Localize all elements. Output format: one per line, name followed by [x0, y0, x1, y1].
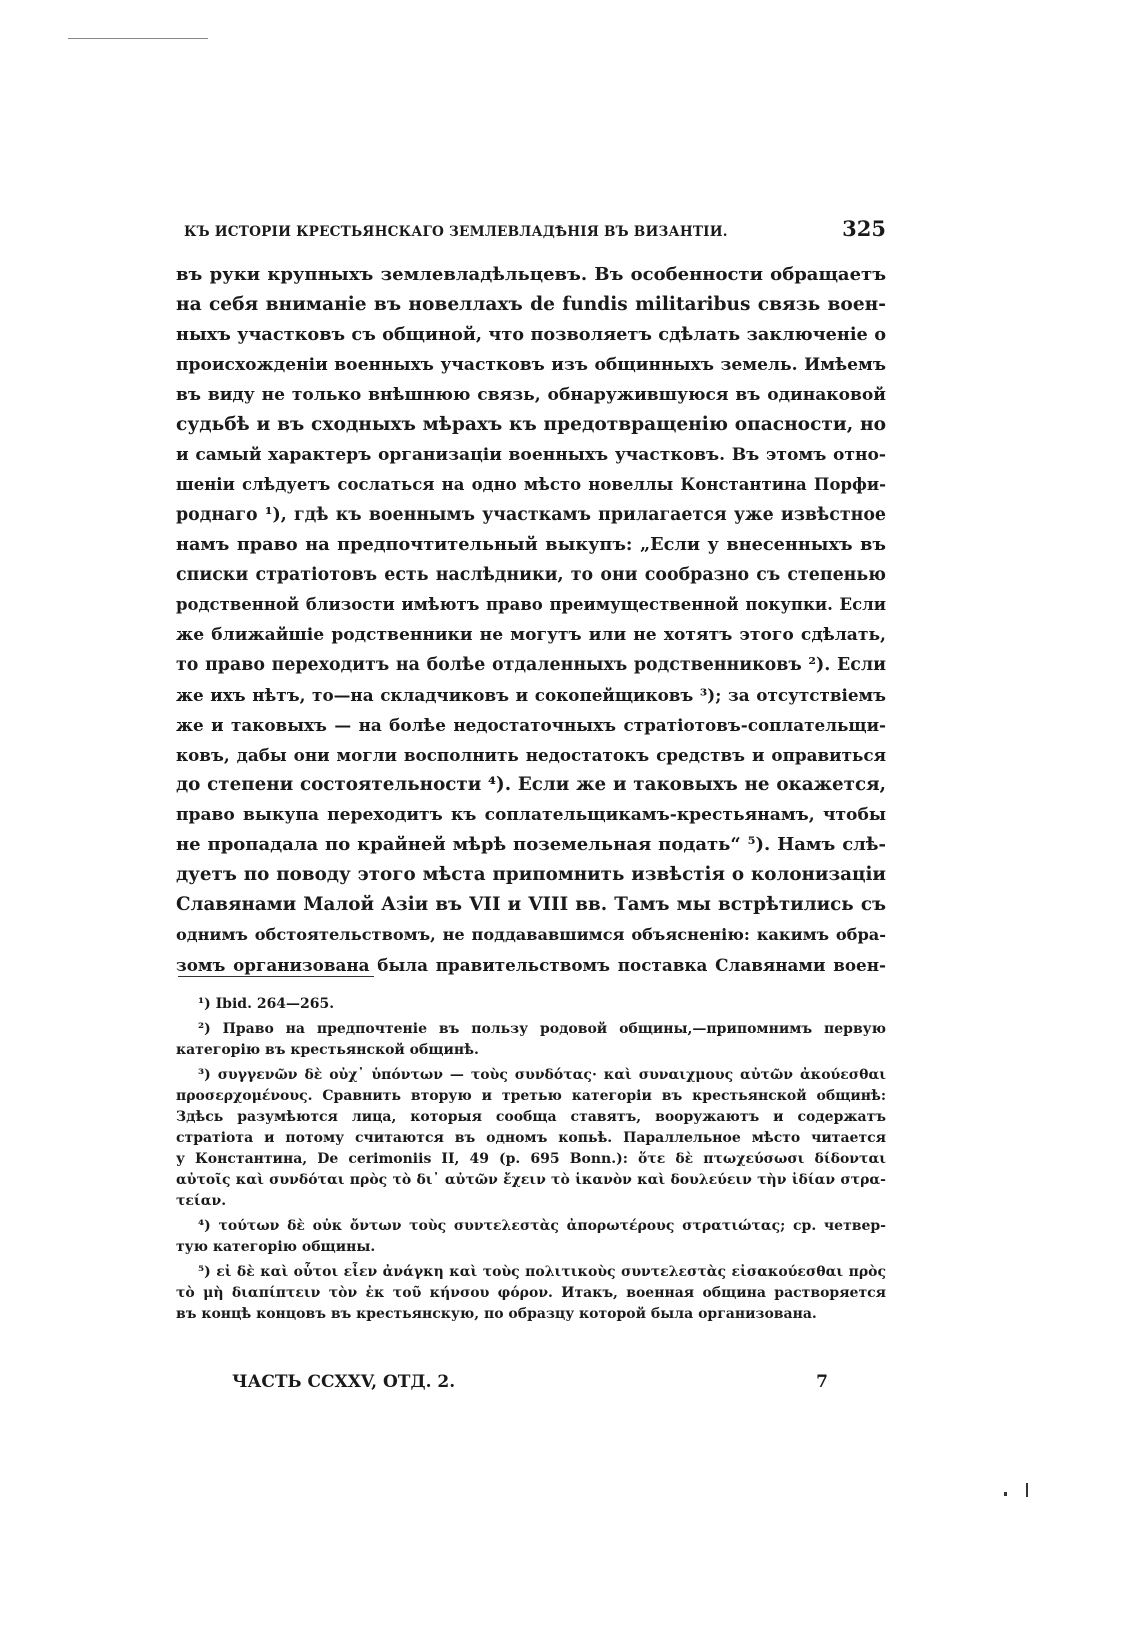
footnote-line: ²) Право на предпочтеніе въ пользу родовой общины,—припомнимъ первую	[198, 1021, 886, 1037]
body-line: однимъ обстоятельствомъ, не поддававшимся объясненію: какимъ обра-	[176, 925, 886, 944]
body-line: на себя вниманіе въ новеллахъ de fundis militaribus связь воен-	[176, 294, 886, 315]
body-line: не пропадала по крайней мѣрѣ поземельная подать“ ⁵). Намъ слѣ-	[176, 834, 886, 855]
body-line: въ виду не только внѣшнюю связь, обнаружившуюся въ одинаковой	[176, 385, 886, 405]
footnote-2	[176, 1019, 886, 1061]
footnote-1	[176, 994, 886, 1015]
body-line: судьбѣ и въ сходныхъ мѣрахъ къ предотвращенію опасности, но	[176, 414, 886, 435]
footnote-4	[176, 1216, 886, 1258]
footnote-line: тую категорію общины.	[176, 1239, 376, 1255]
body-line: же ближайшіе родственники не могутъ или не хотятъ этого сдѣлать,	[176, 625, 886, 645]
footnote-line: τὸ μὴ διαπίπτειν τὸν ἐκ τοῦ κήνσου φόρον. Итакъ, военная община растворяется	[176, 1285, 886, 1301]
page-number: 325	[842, 216, 886, 241]
body-line: родственной близости имѣютъ право преимущественной покупки. Если	[176, 595, 886, 614]
footnote-5	[176, 1262, 886, 1325]
body-line: ныхъ участковъ съ общиной, что позволяетъ сдѣлать заключеніе о	[176, 324, 886, 345]
body-line: зомъ организована была правительствомъ поставка Славянами воен-	[176, 955, 886, 975]
page-footer	[232, 1372, 828, 1392]
body-line: шеніи слѣдуетъ сослаться на одно мѣсто новеллы Константина Порфи-	[176, 475, 886, 494]
footnote-line: αὐτοῖς καὶ συνδόται πρὸς τὸ δι᾽ αὐτῶν ἔχειν τὸ ἱκανὸν καὶ δουλεύειν τὴν ἰδίαν στρα-	[176, 1172, 886, 1188]
footnote-line: Здѣсь разумѣются лица, которыя сообща ставятъ, вооружаютъ и содержатъ	[176, 1109, 886, 1125]
footnote-line: у Константина, De cerimoniis II, 49 (p. 695 Bonn.): ὅτε δὲ πτωχεύσωσι δίδονται	[176, 1151, 886, 1167]
running-head: КЪ ИСТОРІИ КРЕСТЬЯНСКАГО ЗЕМЛЕВЛАДѢНІЯ ВЪ ВИЗАНТІИ.	[184, 224, 728, 240]
footnote-3	[176, 1065, 886, 1212]
body-line: въ руки крупныхъ землевладѣльцевъ. Въ особенности обращаетъ	[176, 264, 886, 285]
body-line: то право переходитъ на болѣе отдаленныхъ родственниковъ ²). Если	[176, 655, 886, 675]
body-line: и самый характеръ организаціи военныхъ участковъ. Въ этомъ отно-	[176, 445, 886, 465]
footnote-line: προσερχομένους. Сравнить вторую и третью категоріи въ крестьянской общинѣ:	[176, 1088, 886, 1104]
footnote-line: ³) συγγενῶν δὲ οὐχ᾽ ὑπόντων — τοὺς συνδότας· καὶ συναιχμους αὐτῶν ἀκούεσθαι	[198, 1067, 886, 1083]
footnote-line: категорію въ крестьянской общинѣ.	[176, 1042, 479, 1058]
scan-mark	[1026, 1483, 1028, 1497]
footnotes	[176, 994, 886, 1329]
body-line: происхожденіи военныхъ участковъ изъ общинныхъ земель. Имѣемъ	[176, 355, 886, 375]
body-line: роднаго ¹), гдѣ къ военнымъ участкамъ прилагается уже извѣстное	[176, 505, 886, 525]
scan-dot	[1004, 1492, 1007, 1496]
sheet-signature: ЧАСТЬ CCXXV, ОТД. 2.	[232, 1372, 456, 1392]
footnote-line: τείαν.	[176, 1193, 227, 1209]
body-line: Славянами Малой Азіи въ VII и VIII вв. Тамъ мы встрѣтились съ	[176, 894, 886, 915]
body-line: до степени состоятельности ⁴). Если же и таковыхъ не окажется,	[176, 774, 886, 795]
body-text	[176, 260, 886, 980]
footnote-line: ¹) Ibid. 264—265.	[198, 996, 335, 1012]
footnote-line: въ концѣ концовъ въ крестьянскую, по образцу которой была организована.	[176, 1306, 817, 1322]
footnote-rule	[178, 976, 374, 977]
sheet-number: 7	[816, 1372, 828, 1392]
body-line: списки стратіотовъ есть наслѣдники, то они сообразно съ степенью	[176, 565, 886, 585]
body-line: право выкупа переходитъ къ соплательщикамъ-крестьянамъ, чтобы	[176, 805, 886, 825]
body-line: дуетъ по поводу этого мѣста припомнить извѣстія о колонизаціи	[176, 864, 886, 885]
page-header	[184, 216, 886, 241]
body-line: же ихъ нѣтъ, то—на складчиковъ и сокопейщиковъ ³); за отсутствіемъ	[176, 685, 886, 705]
footnote-line: стратіота и потому считаются въ одномъ копьѣ. Параллельное мѣсто читается	[176, 1130, 886, 1146]
body-line: же и таковыхъ — на болѣе недостаточныхъ стратіотовъ-соплательщи-	[176, 715, 886, 735]
body-line: ковъ, дабы они могли восполнить недостатокъ средствъ и оправиться	[176, 745, 886, 765]
footnote-line: ⁴) τούτων δὲ οὐκ ὄντων τοὺς συντελεστὰς ἀπορωτέρους στρατιώτας; ср. четвер-	[198, 1218, 886, 1234]
footnote-line: ⁵) εἰ δὲ καὶ οὗτοι εἶεν ἀνάγκη καὶ τοὺς πολιτικοὺς συντελεστὰς εἰσακούεσθαι πρὸς	[198, 1264, 886, 1280]
top-rule	[68, 38, 208, 39]
body-line: намъ право на предпочтительный выкупъ: „Если у внесенныхъ въ	[176, 534, 886, 555]
